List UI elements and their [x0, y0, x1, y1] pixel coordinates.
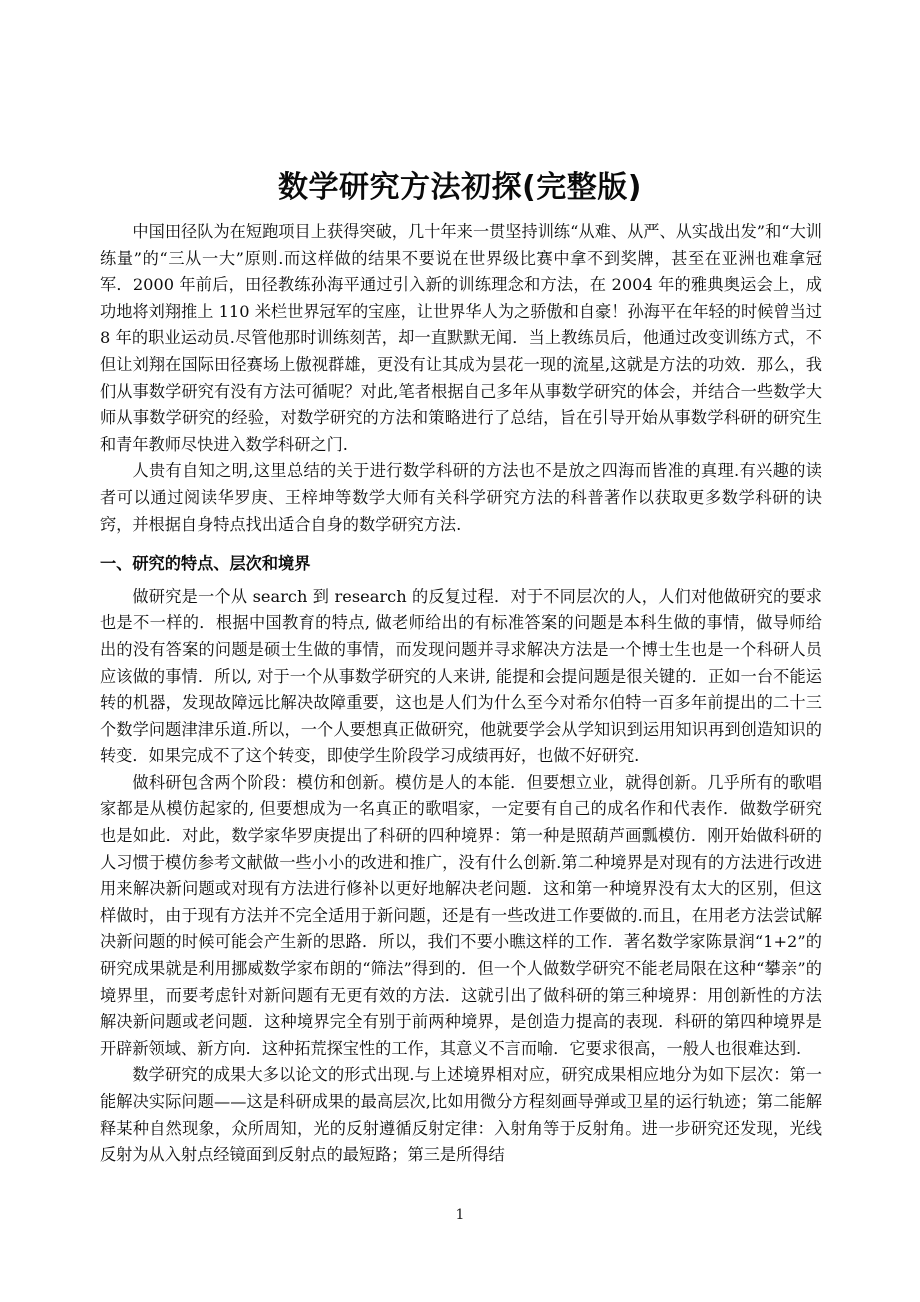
document-body	[100, 219, 822, 1169]
page-title: 数学研究方法初探(完整版)	[278, 170, 642, 206]
paragraph-intro-athletics: 中国田径队为在短跑项目上获得突破，几十年来一贯坚持训练“从难、从严、从实战出发”和“大训练量”的“三从一大”原则.而这样做的结果不要说在世界级比赛中拿不到奖牌，甚至在亚洲也难拿冠军．2000 年前后，田径教练孙海平通过引入新的训练理念和方法，在 2004 年的雅典奥运会上，成功地将刘翔推上 110 米栏世界冠军的宝座，让世界华人为之骄傲和自豪！孙海平在年轻的时候曾当过 8 年的职业运动员.尽管他那时训练刻苦，却一直默默无闻．当上教练员后，他通过改变训练方式，不但让刘翔在国际田径赛场上傲视群雄，更没有让其成为昙花一现的流星,这就是方法的功效．那么，我们从事数学研究有没有方法可循呢？对此,笔者根据自己多年从事数学研究的体会，并结合一些数学大师从事数学研究的经验，对数学研究的方法和策略进行了总结，旨在引导开始从事数学科研的研究生和青年教师尽快进入数学科研之门.	[100, 222, 822, 454]
paragraph-result-levels: 数学研究的成果大多以论文的形式出现.与上述境界相对应，研究成果相应地分为如下层次：第一能解决实际问题——这是科研成果的最高层次,比如用微分方程刻画导弹或卫星的运行轨迹；第二能解释某种自然现象，众所周知，光的反射遵循反射定律：入射角等于反射角。进一步研究还发现，光线反射为从入射点经镜面到反射点的最短路；第三是所得结	[100, 1065, 822, 1165]
page-number-footer: 1	[455, 1207, 465, 1223]
paragraph-four-realms: 做科研包含两个阶段：模仿和创新。模仿是人的本能．但要想立业，就得创新。几乎所有的歌唱家都是从模仿起家的, 但要想成为一名真正的歌唱家，一定要有自己的成名作和代表作．做数学研究也是如此．对此，数学家华罗庚提出了科研的四种境界：第一种是照葫芦画瓢模仿．刚开始做科研的人习惯于模仿参考文献做一些小小的改进和推广，没有什么创新.第二种境界是对现有的方法进行改进用来解决新问题或对现有方法进行修补以更好地解决老问题．这和第一种境界没有太大的区别，但这样做时，由于现有方法并不完全适用于新问题，还是有一些改进工作要做的.而且，在用老方法尝试解决新问题的时候可能会产生新的思路．所以，我们不要小瞧这样的工作．著名数学家陈景润“1+2”的研究成果就是利用挪威数学家布朗的“筛法”得到的．但一个人做数学研究不能老局限在这种“攀亲”的境界里，而要考虑针对新问题有无更有效的方法．这就引出了做科研的第三种境界：用创新性的方法解决新问题或老问题．这种境界完全有别于前两种境界，是创造力提高的表现．科研的第四种境界是开辟新领域、新方向．这种拓荒探宝性的工作，其意义不言而喻．它要求很高，一般人也很难达到.	[100, 772, 822, 1058]
paragraph-search-to-research: 做研究是一个从 search 到 research 的反复过程．对于不同层次的人，人们对他做研究的要求也是不一样的．根据中国教育的特点, 做老师给出的有标准答案的问题是本科生做的事情，做导师给出的没有答案的问题是硕士生做的事情，而发现问题并寻求解决方法是一个博士生也是一个科研人员应该做的事情．所以, 对于一个从事数学研究的人来讲, 能提和会提问题是很关键的．正如一台不能运转的机器，发现故障远比解决故障重要，这也是人们为什么至今对希尔伯特一百多年前提出的二十三个数学问题津津乐道.所以，一个人要想真正做研究，他就要学会从学知识到运用知识再到创造知识的转变．如果完成不了这个转变，即使学生阶段学习成绩再好，也做不好研究.	[100, 586, 822, 766]
paragraph-self-knowledge: 人贵有自知之明,这里总结的关于进行数学科研的方法也不是放之四海而皆准的真理.有兴趣的读者可以通过阅读华罗庚、王梓坤等数学大师有关科学研究方法的科普著作以获取更多数学科研的诀窍，并根据自身特点找出适合自身的数学研究方法.	[100, 461, 822, 534]
section-heading-one: 一、研究的特点、层次和境界	[100, 554, 311, 574]
